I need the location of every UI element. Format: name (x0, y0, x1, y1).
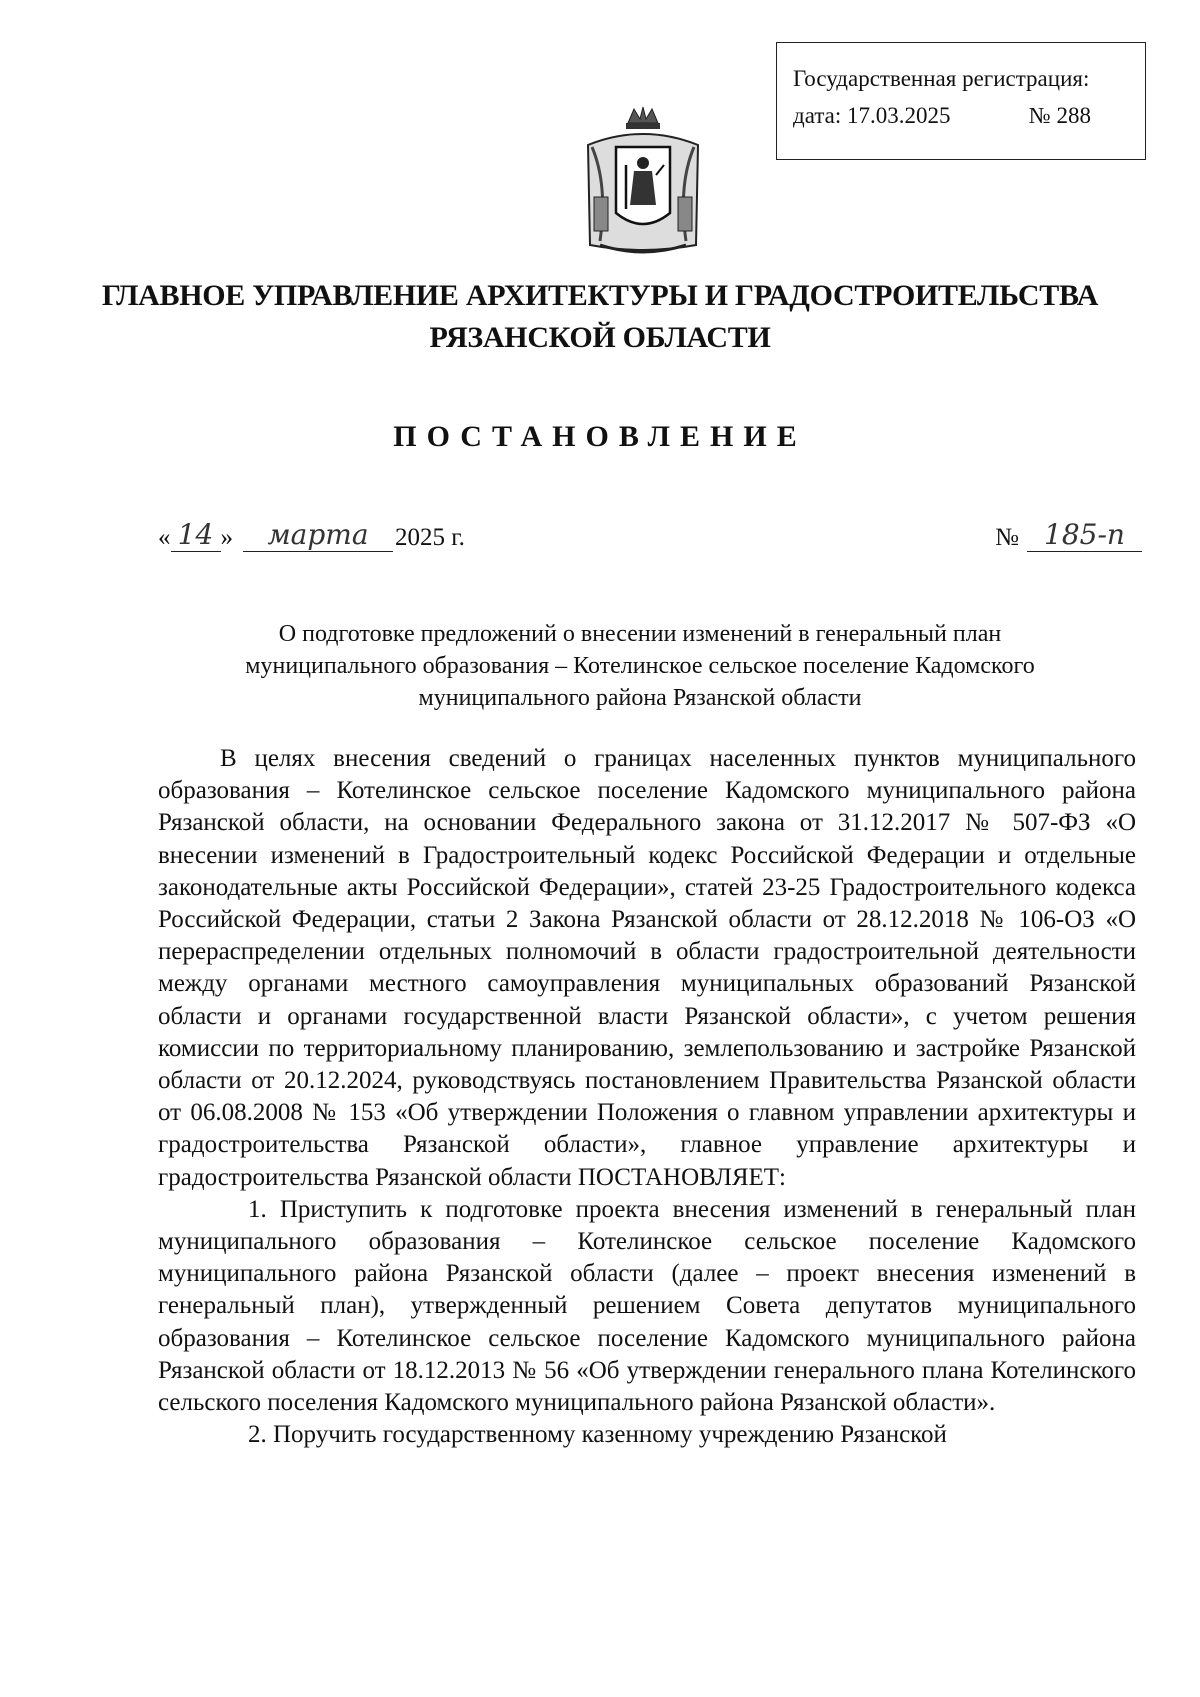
registration-number: № 288 (1028, 102, 1091, 128)
item-2-paragraph: 2. Поручить государственному казенному учреждению Рязанской (248, 1421, 947, 1449)
registration-date: дата: 17.03.2025 (793, 102, 951, 128)
date-day: 14 (171, 518, 221, 552)
document-number (995, 518, 1142, 552)
preamble-paragraph: В целях внесения сведений о границах населенных пунктов муниципального образования – Котелинское сельское поселение Кадомского муниципального района Рязанской области, на основании Федерального закона от 31.12.2017 № 507-ФЗ «О внесении изменений в Градостроительный кодекс Российской Федерации и отдельные законодательные акты Российской Федерации», статей 23-25 Градостроительного кодекса Российской Федерации, статьи 2 Закона Рязанской области от 28.12.2018 № 106-ОЗ «О перераспределении отдельных полномочий в области градостроительной деятельности между органами местного самоуправления муниципальных образований Рязанской области и органами государственной власти Рязанской области», с учетом решения комиссии по территориальному планированию, землепользованию и застройке Рязанской области от 20.12.2024, руководствуясь постановлением Правительства Рязанской области от 06.08.2008 № 153 «Об утверждении Положения о главном управлении архитектуры и градостроительства Рязанской области», главное управление архитектуры и градостроительства Рязанской области ПОСТАНОВЛЯЕТ: (158, 745, 1136, 1191)
date-close-quote: » (220, 524, 233, 551)
subject-line1: О подготовке предложений о внесении изменений в генеральный план (278, 621, 1002, 647)
date-year: 2025 г. (395, 524, 465, 551)
registration-details (793, 98, 1131, 135)
subject-line3: муниципального района Рязанской области (418, 685, 862, 711)
organization-title (100, 275, 1100, 359)
organization-title-line2: РЯЗАНСКОЙ ОБЛАСТИ (429, 321, 771, 354)
coat-of-arms-icon (578, 105, 708, 260)
document-date (158, 518, 465, 552)
document-body (158, 743, 1136, 1451)
organization-title-line1: ГЛАВНОЕ УПРАВЛЕНИЕ АРХИТЕКТУРЫ И ГРАДОСТРОИТЕЛЬСТВА (101, 279, 1099, 312)
date-number-row (158, 518, 1150, 564)
date-open-quote: « (158, 524, 171, 551)
number-label: № (995, 524, 1019, 551)
document-subject (160, 618, 1120, 714)
item-1-paragraph: 1. Приступить к подготовке проекта внесения изменений в генеральный план муниципального образования – Котелинское сельское поселение Кадомского муниципального района Рязанской области (далее – проект внесения изменений в генеральный план), утвержденный решением Совета депутатов муниципального образования – Котелинское сельское поселение Кадомского муниципального района Рязанской области от 18.12.2013 № 56 «Об утверждении генерального плана Котелинского сельского поселения Кадомского муниципального района Рязанской области». (158, 1195, 1136, 1417)
document-type: ПОСТАНОВЛЕНИЕ (393, 420, 807, 453)
date-month: марта (243, 518, 393, 552)
subject-line2: муниципального образования – Котелинское сельское поселение Кадомского (245, 653, 1035, 679)
registration-label: Государственная регистрация: (793, 66, 1090, 91)
registration-box (776, 42, 1146, 160)
number-value: 185-п (1027, 518, 1142, 552)
